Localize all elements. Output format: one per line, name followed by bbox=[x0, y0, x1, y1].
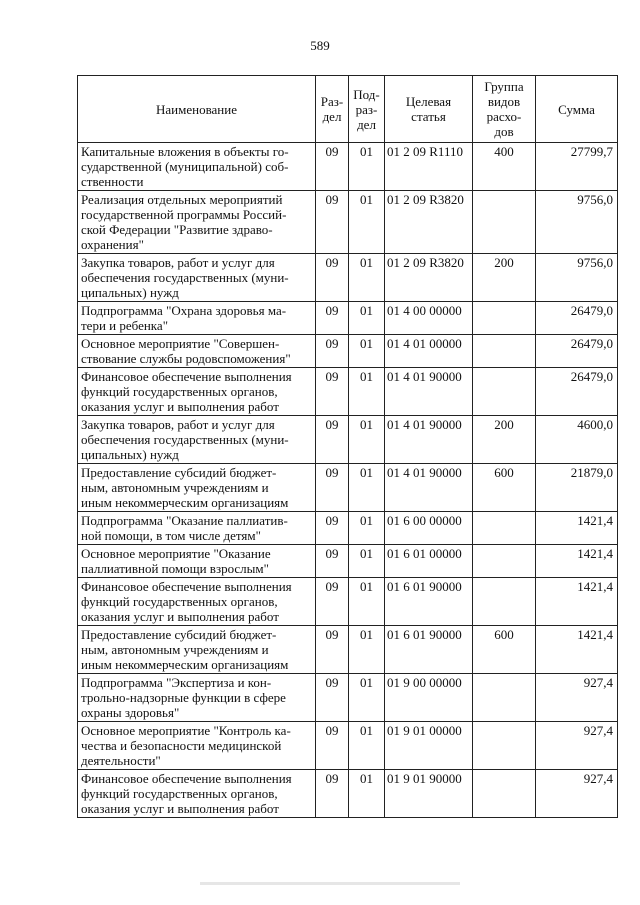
cell-section: 09 bbox=[316, 722, 349, 770]
cell-sum: 9756,0 bbox=[536, 254, 618, 302]
cell-name: Предоставление субсидий бюджет- ным, автономным учреждениям и иным некоммерческим организациям bbox=[78, 464, 316, 512]
cell-name: Основное мероприятие "Совершен- ствование службы родовспоможения" bbox=[78, 335, 316, 368]
cell-section: 09 bbox=[316, 464, 349, 512]
cell-section: 09 bbox=[316, 368, 349, 416]
cell-section: 09 bbox=[316, 191, 349, 254]
cell-subsection: 01 bbox=[349, 722, 385, 770]
table-row bbox=[78, 335, 618, 368]
budget-table bbox=[77, 75, 618, 818]
cell-sum: 927,4 bbox=[536, 674, 618, 722]
table-row bbox=[78, 464, 618, 512]
cell-subsection: 01 bbox=[349, 674, 385, 722]
cell-name: Подпрограмма "Экспертиза и кон- трольно-надзорные функции в сфере охраны здоровья" bbox=[78, 674, 316, 722]
cell-sum: 21879,0 bbox=[536, 464, 618, 512]
cell-sum: 1421,4 bbox=[536, 512, 618, 545]
cell-subsection: 01 bbox=[349, 626, 385, 674]
header-subsection: Под- раз- дел bbox=[349, 76, 385, 143]
scan-artifact-line bbox=[200, 882, 460, 885]
cell-name: Финансовое обеспечение выполнения функций государственных органов, оказания услуг и выполнения работ bbox=[78, 368, 316, 416]
cell-sum: 26479,0 bbox=[536, 335, 618, 368]
table-row bbox=[78, 368, 618, 416]
cell-subsection: 01 bbox=[349, 302, 385, 335]
cell-sum: 1421,4 bbox=[536, 626, 618, 674]
table-row bbox=[78, 143, 618, 191]
cell-group bbox=[473, 512, 536, 545]
cell-group: 600 bbox=[473, 464, 536, 512]
cell-section: 09 bbox=[316, 674, 349, 722]
cell-target: 01 9 01 90000 bbox=[385, 770, 473, 818]
cell-group: 200 bbox=[473, 254, 536, 302]
cell-subsection: 01 bbox=[349, 416, 385, 464]
cell-target: 01 6 00 00000 bbox=[385, 512, 473, 545]
cell-target: 01 2 09 R3820 bbox=[385, 191, 473, 254]
cell-name: Финансовое обеспечение выполнения функций государственных органов, оказания услуг и выполнения работ bbox=[78, 578, 316, 626]
cell-sum: 927,4 bbox=[536, 722, 618, 770]
cell-group: 600 bbox=[473, 626, 536, 674]
cell-group bbox=[473, 722, 536, 770]
cell-subsection: 01 bbox=[349, 512, 385, 545]
cell-name: Закупка товаров, работ и услуг для обеспечения государственных (муни- ципальных) нужд bbox=[78, 254, 316, 302]
header-target: Целевая статья bbox=[385, 76, 473, 143]
cell-target: 01 2 09 R3820 bbox=[385, 254, 473, 302]
table-row bbox=[78, 416, 618, 464]
cell-section: 09 bbox=[316, 626, 349, 674]
cell-name: Подпрограмма "Оказание паллиатив- ной помощи, в том числе детям" bbox=[78, 512, 316, 545]
cell-subsection: 01 bbox=[349, 545, 385, 578]
cell-target: 01 4 01 90000 bbox=[385, 368, 473, 416]
cell-subsection: 01 bbox=[349, 191, 385, 254]
header-group: Группа видов расхо- дов bbox=[473, 76, 536, 143]
cell-section: 09 bbox=[316, 770, 349, 818]
table-row bbox=[78, 545, 618, 578]
cell-sum: 9756,0 bbox=[536, 191, 618, 254]
cell-group: 400 bbox=[473, 143, 536, 191]
cell-target: 01 4 01 90000 bbox=[385, 416, 473, 464]
cell-group bbox=[473, 674, 536, 722]
cell-sum: 26479,0 bbox=[536, 302, 618, 335]
table-row bbox=[78, 578, 618, 626]
cell-section: 09 bbox=[316, 578, 349, 626]
header-sum: Сумма bbox=[536, 76, 618, 143]
table-header-row bbox=[78, 76, 618, 143]
cell-target: 01 4 01 90000 bbox=[385, 464, 473, 512]
page-number: 589 bbox=[310, 38, 330, 53]
cell-group bbox=[473, 770, 536, 818]
cell-subsection: 01 bbox=[349, 770, 385, 818]
cell-subsection: 01 bbox=[349, 254, 385, 302]
table-row bbox=[78, 770, 618, 818]
cell-sum: 1421,4 bbox=[536, 545, 618, 578]
cell-group bbox=[473, 335, 536, 368]
cell-target: 01 6 01 90000 bbox=[385, 626, 473, 674]
cell-group bbox=[473, 302, 536, 335]
cell-sum: 4600,0 bbox=[536, 416, 618, 464]
cell-target: 01 6 01 00000 bbox=[385, 545, 473, 578]
cell-subsection: 01 bbox=[349, 464, 385, 512]
cell-group: 200 bbox=[473, 416, 536, 464]
table-row bbox=[78, 674, 618, 722]
table-row bbox=[78, 191, 618, 254]
table-row bbox=[78, 722, 618, 770]
cell-name: Финансовое обеспечение выполнения функций государственных органов, оказания услуг и выполнения работ bbox=[78, 770, 316, 818]
cell-name: Предоставление субсидий бюджет- ным, автономным учреждениям и иным некоммерческим организациям bbox=[78, 626, 316, 674]
cell-name: Реализация отдельных мероприятий государственной программы Россий- ской Федерации "Развитие здраво- охранения" bbox=[78, 191, 316, 254]
table-row bbox=[78, 302, 618, 335]
cell-target: 01 4 01 00000 bbox=[385, 335, 473, 368]
cell-subsection: 01 bbox=[349, 368, 385, 416]
header-name: Наименование bbox=[78, 76, 316, 143]
cell-name: Капитальные вложения в объекты го- сударственной (муниципальной) соб- ственности bbox=[78, 143, 316, 191]
cell-group bbox=[473, 545, 536, 578]
cell-subsection: 01 bbox=[349, 578, 385, 626]
table-row bbox=[78, 512, 618, 545]
cell-sum: 1421,4 bbox=[536, 578, 618, 626]
header-section: Раз- дел bbox=[316, 76, 349, 143]
table-body bbox=[78, 143, 618, 818]
cell-group bbox=[473, 191, 536, 254]
cell-section: 09 bbox=[316, 254, 349, 302]
cell-section: 09 bbox=[316, 335, 349, 368]
cell-subsection: 01 bbox=[349, 335, 385, 368]
cell-section: 09 bbox=[316, 143, 349, 191]
cell-target: 01 4 00 00000 bbox=[385, 302, 473, 335]
cell-subsection: 01 bbox=[349, 143, 385, 191]
cell-sum: 26479,0 bbox=[536, 368, 618, 416]
cell-name: Основное мероприятие "Контроль ка- чества и безопасности медицинской деятельности" bbox=[78, 722, 316, 770]
cell-target: 01 6 01 90000 bbox=[385, 578, 473, 626]
cell-section: 09 bbox=[316, 545, 349, 578]
table-row bbox=[78, 626, 618, 674]
cell-sum: 27799,7 bbox=[536, 143, 618, 191]
cell-section: 09 bbox=[316, 302, 349, 335]
cell-group bbox=[473, 368, 536, 416]
cell-section: 09 bbox=[316, 416, 349, 464]
cell-name: Основное мероприятие "Оказание паллиативной помощи взрослым" bbox=[78, 545, 316, 578]
cell-target: 01 2 09 R1110 bbox=[385, 143, 473, 191]
cell-section: 09 bbox=[316, 512, 349, 545]
cell-sum: 927,4 bbox=[536, 770, 618, 818]
cell-group bbox=[473, 578, 536, 626]
cell-name: Закупка товаров, работ и услуг для обеспечения государственных (муни- ципальных) нужд bbox=[78, 416, 316, 464]
cell-target: 01 9 00 00000 bbox=[385, 674, 473, 722]
cell-name: Подпрограмма "Охрана здоровья ма- тери и ребенка" bbox=[78, 302, 316, 335]
table-row bbox=[78, 254, 618, 302]
cell-target: 01 9 01 00000 bbox=[385, 722, 473, 770]
